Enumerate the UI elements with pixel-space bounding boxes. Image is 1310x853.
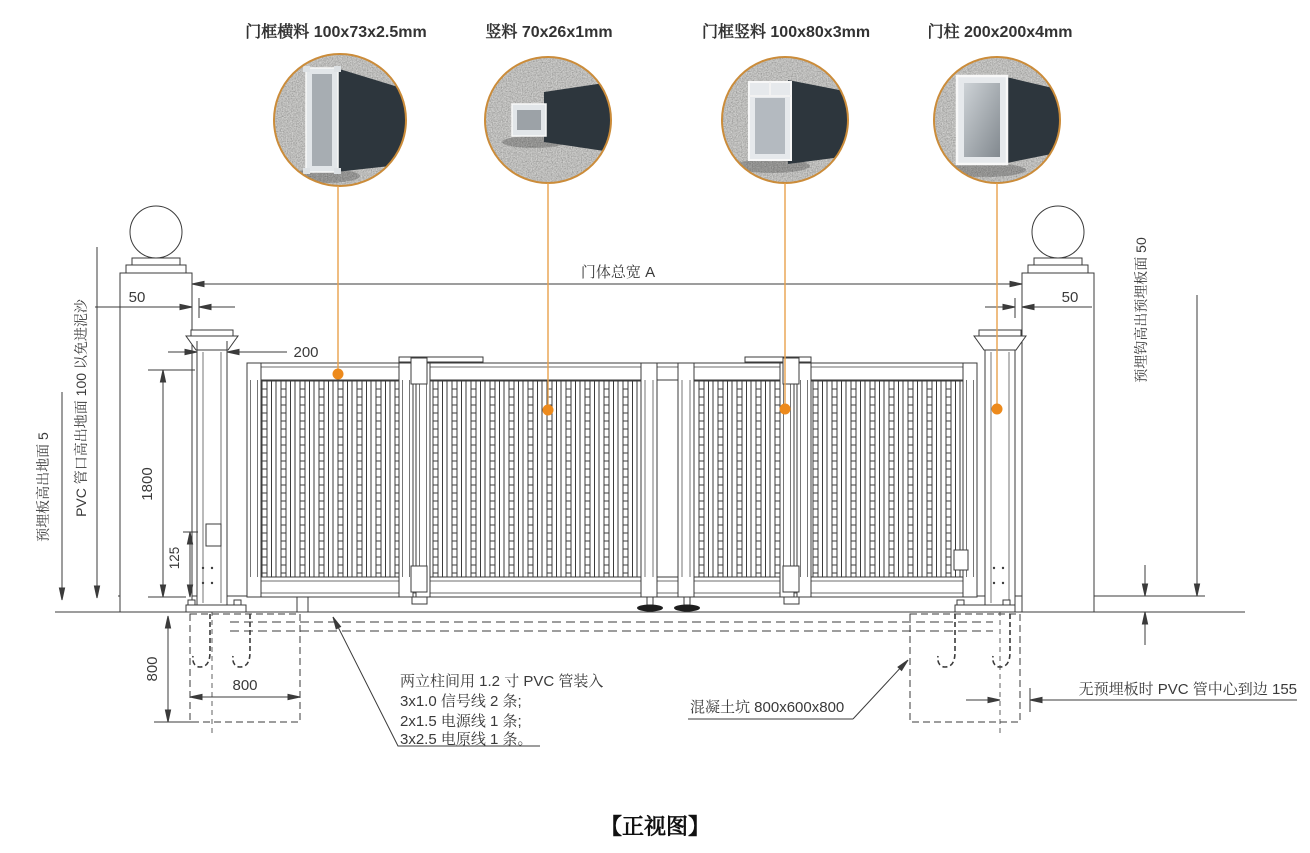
- callout-label-4: 门柱 200x200x4mm: [927, 24, 1073, 41]
- note-left-pvc: PVC 管口高出地面 100 以免进泥沙: [73, 299, 89, 517]
- drawing-title: 【正视图】: [599, 814, 711, 839]
- gate-structure: [55, 206, 1245, 735]
- dim-pit-depth-value: 800: [144, 656, 161, 682]
- no-plate-note: 无预埋板时 PVC 管中心到边 155: [1078, 681, 1297, 698]
- dim-bottom-offset-value: 125: [167, 546, 182, 570]
- dim-pit-width-value: 800: [232, 677, 258, 694]
- callout-dot-3: [780, 404, 791, 415]
- dim-total-width: [192, 276, 1022, 322]
- left-concrete-pit: [190, 614, 300, 722]
- panel-4: [811, 381, 963, 577]
- leader-right-hook: [1142, 295, 1199, 645]
- dim-pit-width: [190, 694, 300, 699]
- callout-label-3: 门框竖料 100x80x3mm: [701, 24, 871, 41]
- leader-left-plate: [59, 392, 64, 600]
- pvc-note-line-1: 两立柱间用 1.2 寸 PVC 管装入: [400, 673, 604, 690]
- pvc-note-line-2: 3x1.0 信号线 2 条;: [400, 693, 522, 710]
- panel-3: [694, 381, 780, 577]
- callout-label-2: 竖料 70x26x1mm: [485, 24, 613, 41]
- right-masonry-pillar: [1022, 206, 1094, 612]
- dim-post-width-value: 200: [293, 344, 319, 361]
- dim-gap-right-value: 50: [1061, 289, 1079, 306]
- dim-total-width-label: 门体总宽 A: [580, 264, 656, 281]
- callout-dot-4: [992, 404, 1003, 415]
- dim-gap-left-value: 50: [128, 289, 146, 306]
- note-left-plate: 预埋板高出地面 5: [35, 432, 51, 542]
- concrete-pits: [190, 614, 1020, 722]
- picket-panels: [261, 381, 963, 577]
- note-right-hook: 预埋钩高出预埋板面 50: [1133, 237, 1149, 383]
- pvc-note-line-4: 3x2.5 电原线 1 条。: [400, 731, 533, 748]
- leader-left-pvc: [94, 247, 99, 598]
- callout-photos: [274, 54, 1061, 186]
- pvc-conduit: [230, 622, 993, 631]
- right-concrete-pit: [910, 614, 1020, 722]
- panel-2: [430, 381, 641, 577]
- left-gate-post: [186, 330, 246, 612]
- callout-label-1: 门框横料 100x73x2.5mm: [245, 24, 427, 41]
- dim-gate-height-value: 1800: [139, 467, 156, 501]
- callout-dot-2: [543, 405, 554, 416]
- pvc-note-line-3: 2x1.5 电源线 1 条;: [400, 713, 522, 730]
- pit-note: 混凝土坑 800x600x800: [690, 699, 845, 716]
- panel-1: [261, 381, 399, 577]
- callout-dot-1: [333, 369, 344, 380]
